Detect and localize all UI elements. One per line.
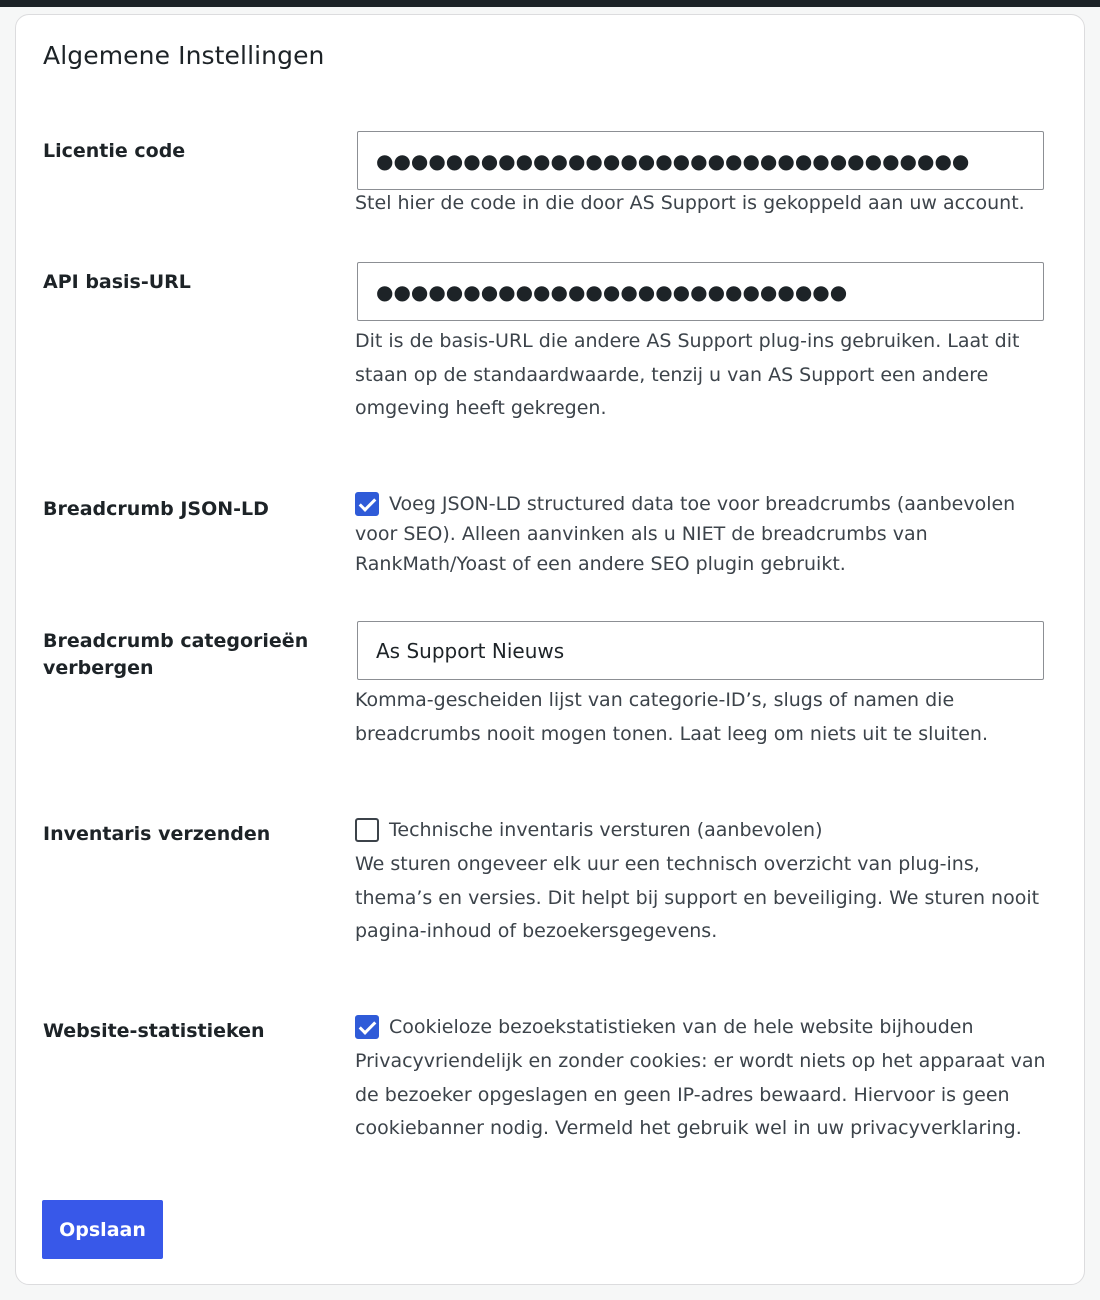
top-admin-bar <box>0 0 1100 7</box>
license-description: Stel hier de code in die door AS Support is gekoppeld aan uw account. <box>355 192 1025 214</box>
api-url-description: Dit is de basis-URL die andere AS Support plug-ins gebruiken. Laat dit staan op de standaardwaarde, tenzij u van AS Support een andere omgeving heeft gekregen. <box>355 330 1020 419</box>
page-title: Algemene Instellingen <box>43 41 325 70</box>
stats-checkbox[interactable] <box>355 1015 379 1039</box>
save-button[interactable]: Opslaan <box>42 1200 163 1259</box>
breadcrumb-hide-label: Breadcrumb categorieën verbergen <box>43 630 309 679</box>
breadcrumb-hide-input[interactable] <box>357 621 1044 680</box>
inventory-label: Inventaris verzenden <box>43 823 271 845</box>
stats-label: Website-statistieken <box>43 1020 265 1042</box>
api-url-label: API basis-URL <box>43 271 191 293</box>
breadcrumb-jsonld-checkbox[interactable] <box>355 492 379 516</box>
inventory-option <box>355 815 1055 845</box>
breadcrumb-jsonld-option <box>355 489 1055 579</box>
breadcrumb-hide-description: Komma-gescheiden lijst van categorie-ID’s, slugs of namen die breadcrumbs nooit mogen tonen. Laat leeg om niets uit te sluiten. <box>355 689 989 745</box>
settings-card <box>15 14 1085 1285</box>
stats-checkbox-label: Cookieloze bezoekstatistieken van de hele website bijhouden <box>389 1016 974 1038</box>
license-input[interactable] <box>357 131 1044 190</box>
breadcrumb-jsonld-label: Breadcrumb JSON-LD <box>43 498 269 520</box>
stats-description: Privacyvriendelijk en zonder cookies: er wordt niets op het apparaat van de bezoeker opgeslagen en geen IP-adres bewaard. Hiervoor is geen cookiebanner nodig. Vermeld het gebruik wel in uw privacyverklaring. <box>355 1050 1046 1139</box>
inventory-checkbox[interactable] <box>355 818 379 842</box>
api-url-input[interactable] <box>357 262 1044 321</box>
stats-option <box>355 1012 1055 1042</box>
inventory-checkbox-label: Technische inventaris versturen (aanbevolen) <box>389 819 823 841</box>
inventory-description: We sturen ongeveer elk uur een technisch overzicht van plug-ins, thema’s en versies. Dit helpt bij support en beveiliging. We sturen nooit pagina-inhoud of bezoekersgegevens. <box>355 853 1040 942</box>
breadcrumb-jsonld-checkbox-label: Voeg JSON-LD structured data toe voor breadcrumbs (aanbevolen voor SEO). Alleen aanvinken als u NIET de breadcrumbs van RankMath/Yoast of een andere SEO plugin gebruikt. <box>355 493 1016 575</box>
license-label: Licentie code <box>43 140 186 162</box>
